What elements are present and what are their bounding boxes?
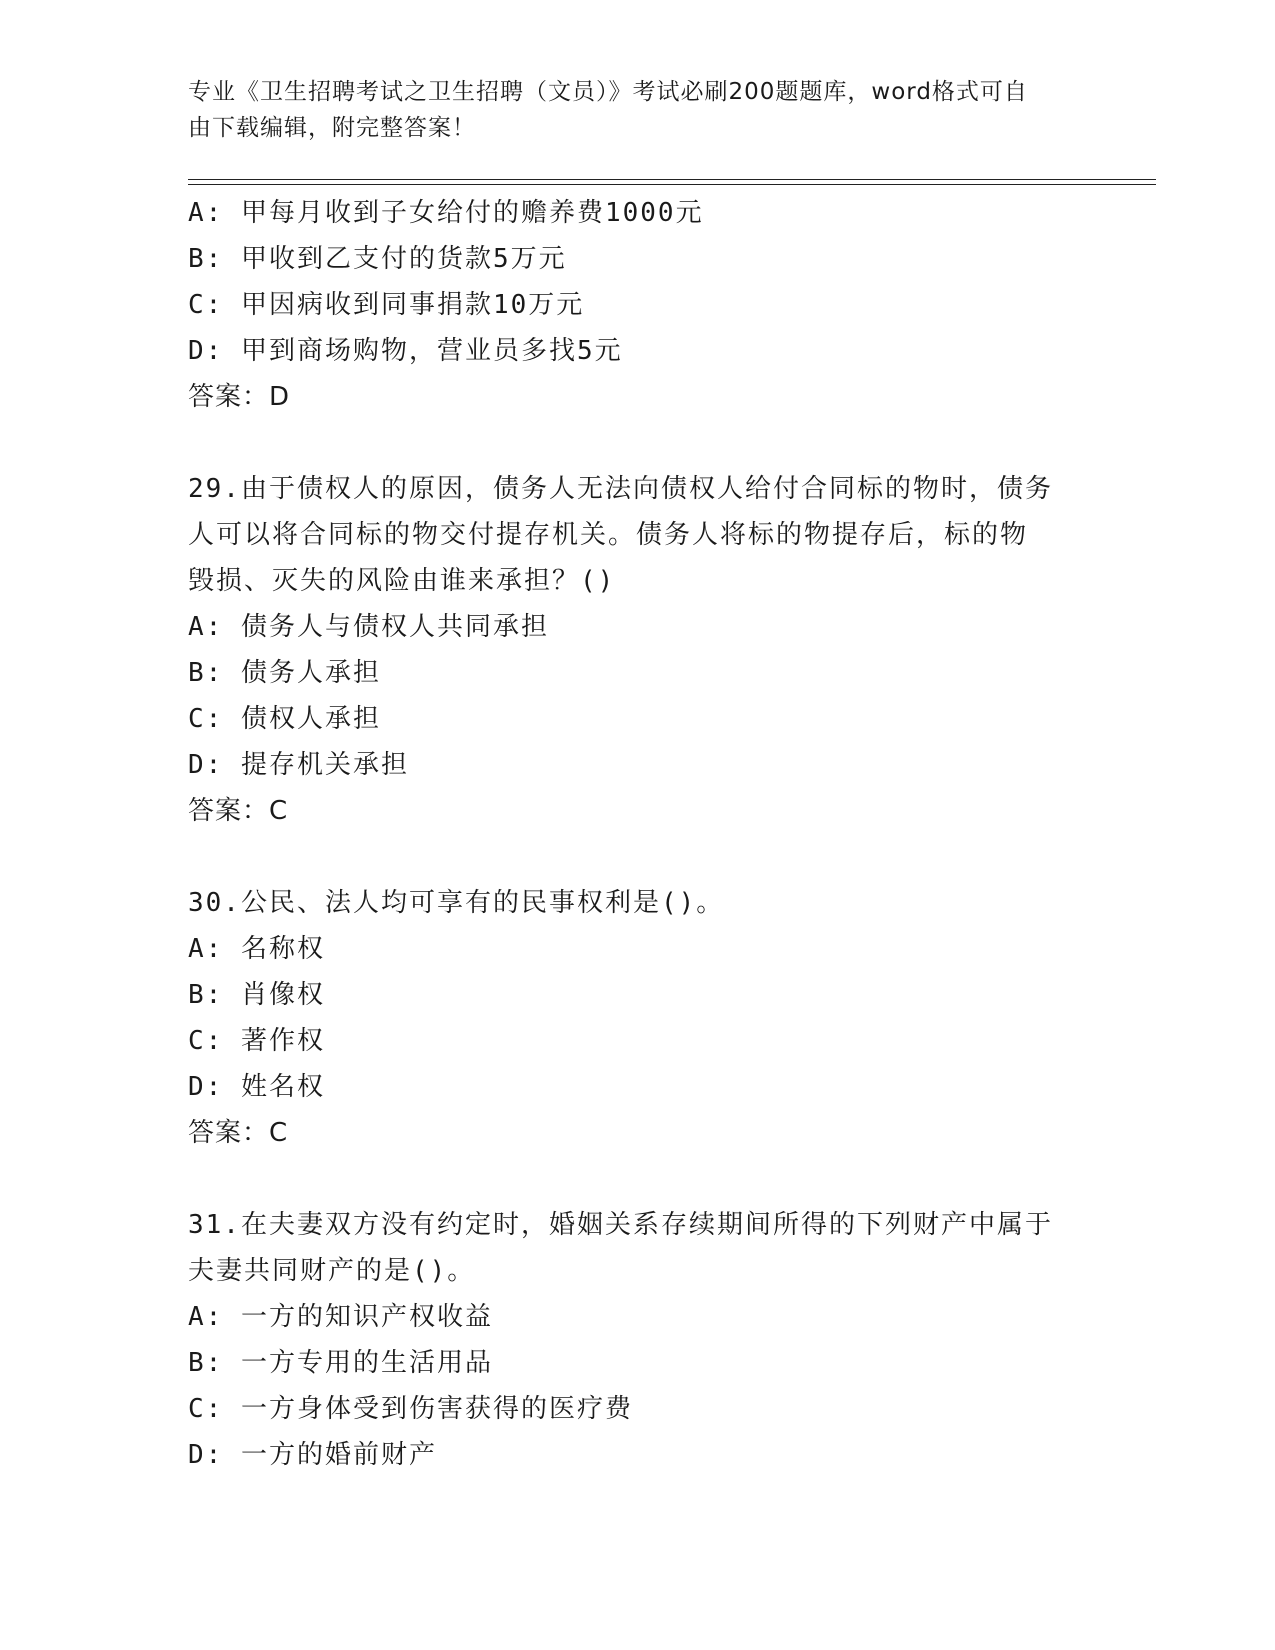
option-d: D: 甲到商场购物，营业员多找5元 xyxy=(188,336,623,366)
question-28-remainder xyxy=(188,190,1088,420)
option-d: D: 一方的婚前财产 xyxy=(188,1440,437,1470)
question-text-line: 30.公民、法人均可享有的民事权利是()。 xyxy=(188,888,725,918)
question-text-line: 毁损、灭失的风险由谁来承担？() xyxy=(188,566,616,596)
option-c: C: 一方身体受到伤害获得的医疗费 xyxy=(188,1394,633,1424)
option-a: A: 甲每月收到子女给付的赡养费1000元 xyxy=(188,198,704,228)
option-c: C: 著作权 xyxy=(188,1026,325,1056)
option-a: A: 一方的知识产权收益 xyxy=(188,1302,493,1332)
answer: 答案：D xyxy=(188,382,291,412)
option-a: A: 债务人与债权人共同承担 xyxy=(188,612,549,642)
header-divider-top xyxy=(188,179,1156,180)
question-text-line: 29.由于债权人的原因，债务人无法向债权人给付合同标的物时，债务 xyxy=(188,474,1053,504)
option-d: D: 提存机关承担 xyxy=(188,750,409,780)
option-d: D: 姓名权 xyxy=(188,1072,325,1102)
header-line-2: 由下载编辑，附完整答案！ xyxy=(188,115,476,141)
question-text-line: 夫妻共同财产的是()。 xyxy=(188,1256,476,1286)
option-b: B: 甲收到乙支付的货款5万元 xyxy=(188,244,567,274)
question-list xyxy=(188,190,1088,1478)
question-text-line: 人可以将合同标的物交付提存机关。债务人将标的物提存后，标的物 xyxy=(188,520,1029,550)
answer: 答案：C xyxy=(188,1118,289,1148)
option-b: B: 一方专用的生活用品 xyxy=(188,1348,493,1378)
document-header xyxy=(188,74,1068,146)
question-text-line: 31.在夫妻双方没有约定时，婚姻关系存续期间所得的下列财产中属于 xyxy=(188,1210,1053,1240)
question-29 xyxy=(188,466,1088,834)
option-b: B: 债务人承担 xyxy=(188,658,381,688)
question-31 xyxy=(188,1202,1088,1478)
option-c: C: 债权人承担 xyxy=(188,704,381,734)
answer: 答案：C xyxy=(188,796,289,826)
option-b: B: 肖像权 xyxy=(188,980,325,1010)
option-a: A: 名称权 xyxy=(188,934,325,964)
option-c: C: 甲因病收到同事捐款10万元 xyxy=(188,290,585,320)
header-divider-bottom xyxy=(188,184,1156,185)
question-30 xyxy=(188,880,1088,1156)
header-line-1: 专业《卫生招聘考试之卫生招聘（文员）》考试必刷200题题库，word格式可自 xyxy=(188,79,1028,105)
